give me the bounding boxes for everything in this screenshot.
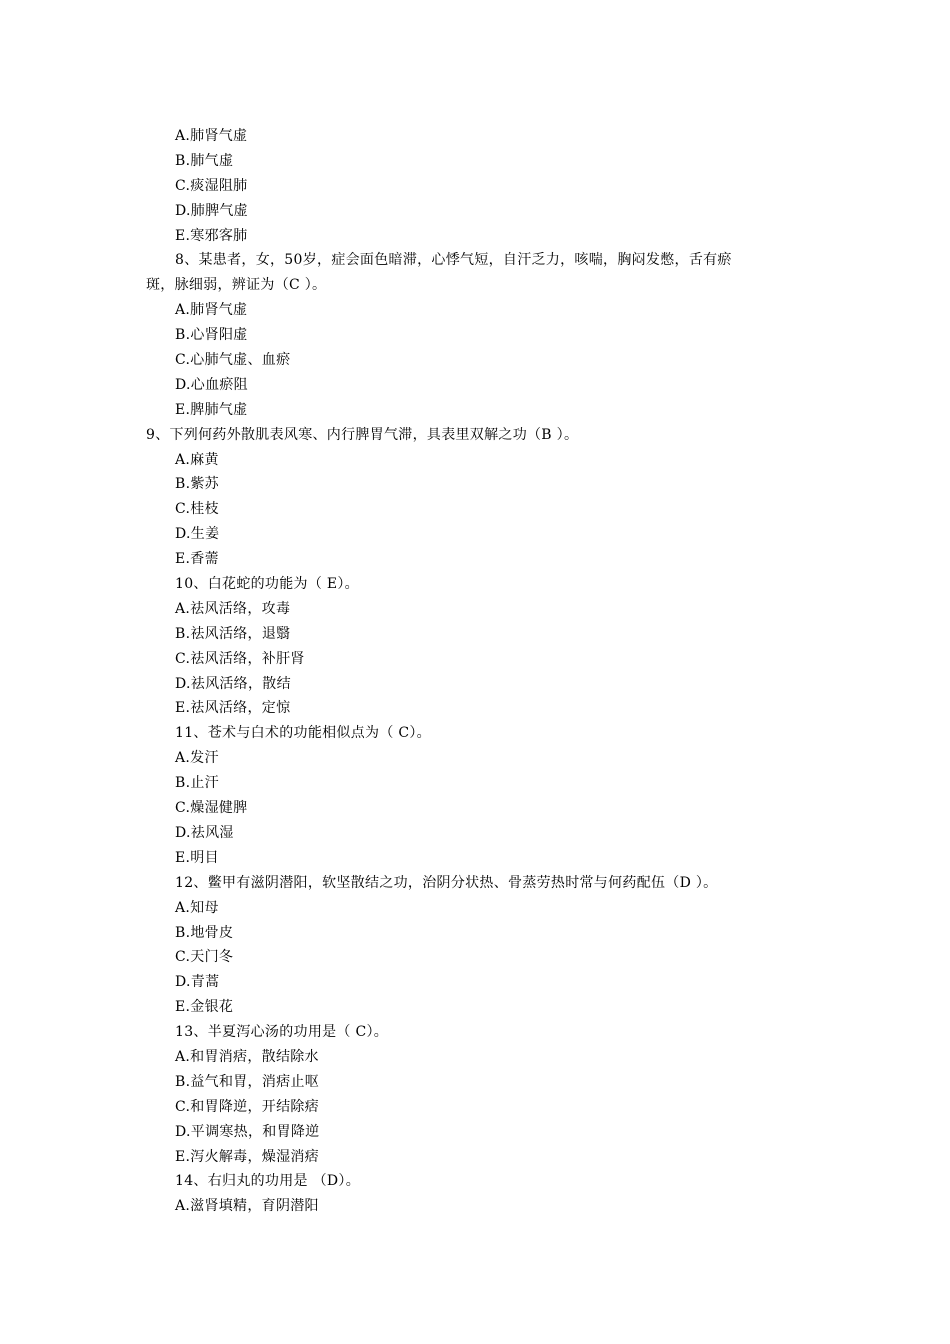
q9-option-b: B.紫苏 xyxy=(175,476,219,493)
q11-option-b: B.止汗 xyxy=(175,775,219,792)
q12-option-a: A.知母 xyxy=(175,899,219,916)
q12-option-b: B.地骨皮 xyxy=(175,924,234,941)
q7-option-d: D.肺脾气虚 xyxy=(175,202,248,219)
q9-option-c: C.桂枝 xyxy=(175,501,219,518)
q7-option-c: C.痰湿阻肺 xyxy=(175,177,248,194)
q13-option-a: A.和胃消痞，散结除水 xyxy=(175,1048,319,1065)
q10-option-e: E.祛风活络，定惊 xyxy=(175,700,291,717)
q13-option-e: E.泻火解毒，燥湿消痞 xyxy=(175,1148,319,1165)
q8-option-c: C.心肺气虚、血瘀 xyxy=(175,352,291,369)
q10-option-c: C.祛风活络，补肝肾 xyxy=(175,650,305,667)
q11-option-d: D.祛风湿 xyxy=(175,824,234,841)
q14-text: 14、右归丸的功用是 （D）。 xyxy=(175,1173,360,1190)
q8-option-a: A.肺肾气虚 xyxy=(175,302,248,319)
q12-text: 12、鳖甲有滋阴潜阳，软坚散结之功，治阴分状热、骨蒸劳热时常与何药配伍（D ）。 xyxy=(175,874,718,891)
q12-option-c: C.天门冬 xyxy=(175,949,234,966)
q11-option-e: E.明目 xyxy=(175,849,219,866)
q12-option-e: E.金银花 xyxy=(175,999,234,1016)
q13-option-c: C.和胃降逆，开结除痞 xyxy=(175,1098,319,1115)
document-page xyxy=(0,124,950,1219)
q11-option-a: A.发汗 xyxy=(175,750,219,767)
q11-text: 11、苍术与白术的功能相似点为（ C）。 xyxy=(175,725,431,742)
q10-option-b: B.祛风活络，退翳 xyxy=(175,625,291,642)
q11-option-c: C.燥湿健脾 xyxy=(175,800,248,817)
q9-text: 9、下列何药外散肌表风寒、内行脾胃气滞，具表里双解之功（B ）。 xyxy=(146,426,579,443)
q10-option-a: A.祛风活络，攻毒 xyxy=(175,600,291,617)
q8-option-e: E.脾肺气虚 xyxy=(175,401,248,418)
q9-option-a: A.麻黄 xyxy=(175,451,219,468)
q9-option-d: D.生姜 xyxy=(175,526,220,543)
q8-option-b: B.心肾阳虚 xyxy=(175,327,248,344)
q8-text-line1: 8、某患者，女，50岁，症会面色暗滞，心悸气短，自汗乏力，咳喘，胸闷发憋，舌有瘀 xyxy=(175,252,732,269)
q8-option-d: D.心血瘀阻 xyxy=(175,376,248,393)
q10-option-d: D.祛风活络，散结 xyxy=(175,675,291,692)
q13-option-b: B.益气和胃，消痞止呕 xyxy=(175,1073,320,1090)
q7-option-b: B.肺气虚 xyxy=(175,152,234,169)
q7-option-e: E.寒邪客肺 xyxy=(175,227,248,244)
q7-option-a: A.肺肾气虚 xyxy=(175,128,248,144)
q9-option-e: E.香薷 xyxy=(175,551,219,568)
q10-text: 10、白花蛇的功能为（ E）。 xyxy=(175,576,359,593)
q13-option-d: D.平调寒热，和胃降逆 xyxy=(175,1123,320,1140)
q14-option-a: A.滋肾填精，育阴潜阳 xyxy=(175,1198,319,1215)
q8-text-line2: 斑，脉细弱，辨证为（C ）。 xyxy=(146,277,327,294)
q13-text: 13、半夏泻心汤的功用是（ C）。 xyxy=(175,1024,389,1041)
q12-option-d: D.青蒿 xyxy=(175,974,220,991)
